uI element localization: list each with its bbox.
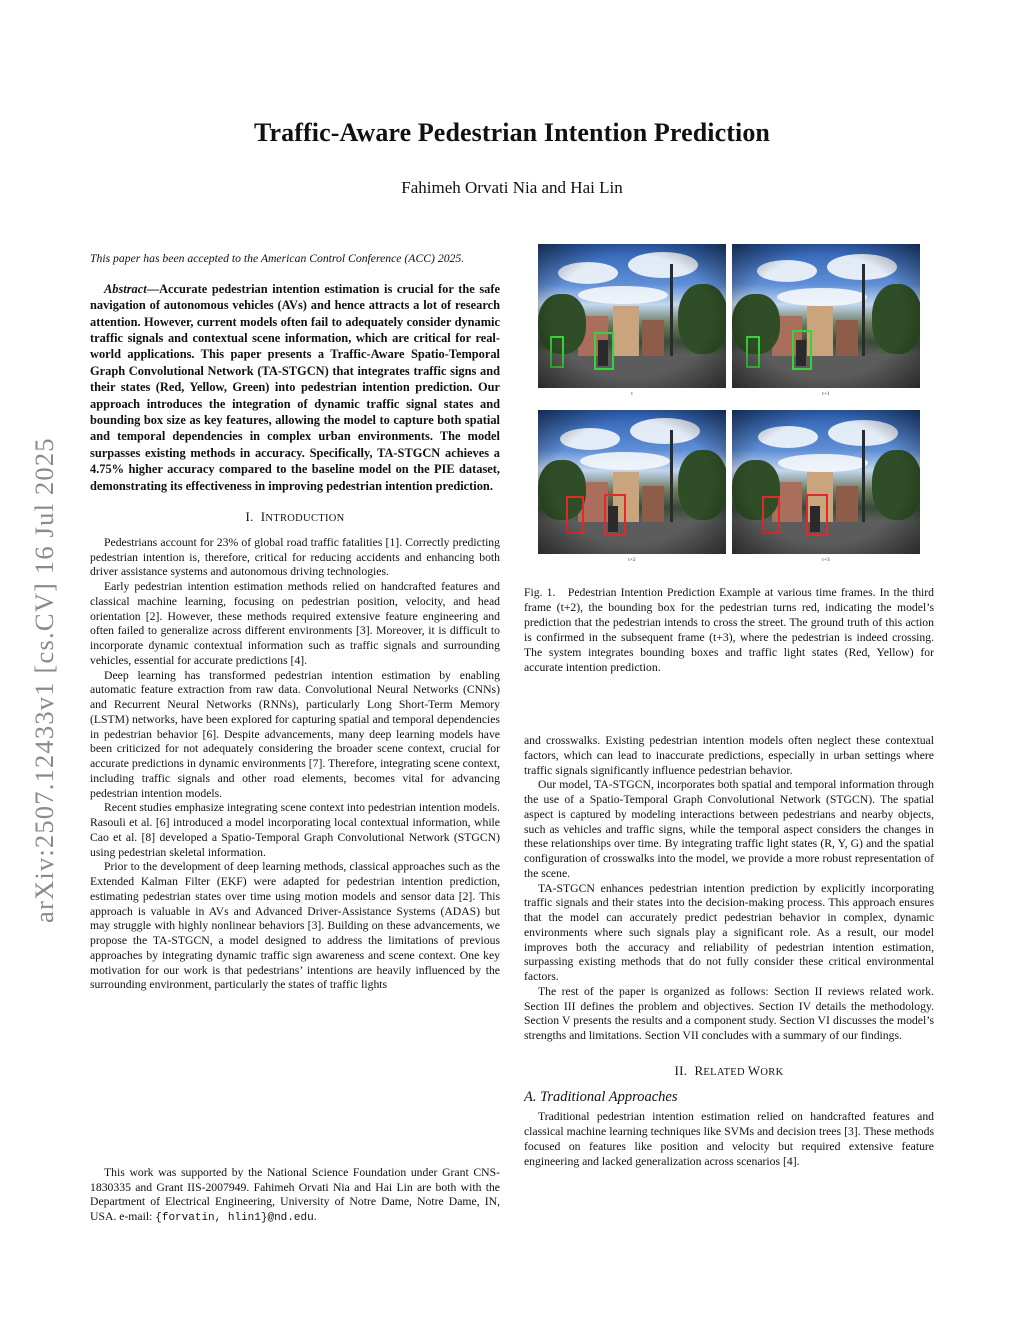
abstract-label: Abstract [104, 281, 147, 296]
figure-1 [538, 244, 920, 570]
section-heading-related-work: II. RELATED WORK [674, 1062, 784, 1078]
figure-caption [524, 585, 934, 676]
intro-paragraph: Deep learning has transformed pedestrian intention estimation by enabling automatic feature extraction from raw data. Convolutional Neural Networks (CNNs) and Recurrent Neural Networks (RNNs), particularly Long Short-Term Memory (LSTM) networks, have been explored for capturing spatial and temporal dependencies in pedestrian behavior [6]. Despite advancements, many deep learning models have been criticized for not adequately considering the broader scene context, crucial for accurate predictions in dynamic environments [7]. Therefore, integrating scene context, including traffic signals and other road elements, becomes vital for advancing pedestrian intention models. [90, 668, 500, 800]
paper-title: Traffic-Aware Pedestrian Intention Prediction [254, 118, 770, 147]
frame-image-t [538, 244, 726, 388]
section-heading-introduction: I. INTRODUCTION [245, 509, 345, 525]
footnote-email: {forvatin, hlin1}@nd.edu [155, 1211, 314, 1224]
figure-caption-text: Pedestrian Intention Prediction Example at various time frames. In the third frame (t+2), the bounding box for the pedestrian turns red, indicating the model’s prediction that the pedestrian intends to cross the street. The ground truth of this action is confirmed in the subsequent frame (t+3), where the pedestrian is indeed crossing. The system integrates bounding boxes and traffic light states (Red, Yellow) for accurate intention prediction. [524, 586, 935, 675]
body-paragraph: Traditional pedestrian intention estimation relied on handcrafted features and classical machine learning techniques like SVMs and decision trees [3]. These methods focused on features like position and velocity but required extensive feature engineering and lacked generalization across scenarios [4]. [524, 1110, 934, 1168]
intro-paragraph: Pedestrians account for 23% of global road traffic fatalities [1]. Correctly predicting pedestrian intention is, therefore, critical for reducing accidents and enhancing both driver assistance systems and autonomous driving technologies. [90, 535, 500, 579]
body-paragraph: TA-STGCN enhances pedestrian intention prediction by explicitly incorporating traffic signals and their states into the decision-making process. This approach ensures that the model can accurately predict pedestrian behavior in complex, dynamic environments where such signals play a significant role. As a result, our model improves both the accuracy and reliability of pedestrian intention estimation, surpassing existing methods that do not fully consider these critical environmental factors. [524, 881, 934, 983]
paper-authors: Fahimeh Orvati Nia and Hai Lin [401, 178, 623, 197]
abstract-text: Accurate pedestrian intention estimation is crucial for the safe navigation of autonomous vehicles (AVs) and hence attracts a lot of research attention. However, current models often fail to adequately consider dynamic traffic signals and contextual scene information, which are critical for real-world applications. This paper presents a Traffic-Aware Spatio-Temporal Graph Convolutional Network (TA-STGCN) that integrates traffic signs and their states (Red, Yellow, Green) into pedestrian intention prediction. Our approach introduces the integration of dynamic traffic signal states and bounding box size as key features, allowing the model to capture both spatial and temporal dependencies in complex urban environments. The model surpasses existing methods in accuracy. Specifically, TA-STGCN achieves a 4.75% higher accuracy compared to the baseline model on the PIE dataset, demonstrating its effectiveness in improving pedestrian intention prediction. [90, 281, 500, 493]
intro-paragraph: Prior to the development of deep learning methods, classical approaches such as the Extended Kalman Filter (EKF) were adapted for pedestrian intention prediction, estimating pedestrian states over time using motion models and sensor data [2]. This approach is valuable in AVs and Advanced Driver-Assistance Systems (ADAS) but may struggle with highly nonlinear behaviors [3]. Building on these advancements, we propose the TA-STGCN, a model designed to address the limitations of previous approaches by integrating dynamic traffic sign awareness and scene context. One key motivation for our work is that pedestrians’ intentions are heavily influenced by the surrounding environment, particularly the states of traffic lights [90, 860, 500, 992]
frame-image-t-plus-1 [732, 244, 920, 388]
intro-paragraph: Early pedestrian intention estimation methods relied on handcrafted features and classical machine learning, focusing on pedestrian position, velocity, and head orientation [2]. However, these methods required extensive feature engineering and often failed to generalize across different environments [3]. Moreover, it is difficult to incorporate dynamic contextual information such as traffic signals and surrounding vehicles, essential for accurate predictions [4]. [90, 580, 500, 667]
frame-label: t+3 [822, 557, 830, 563]
left-column [90, 252, 500, 993]
subsection-heading-traditional-approaches: A. Traditional Approaches [524, 1088, 678, 1105]
frame-label: t+2 [628, 557, 636, 563]
right-column [524, 734, 934, 1169]
intro-paragraph: Recent studies emphasize integrating scene context into pedestrian intention models. Rasouli et al. [6] introduced a model incorporating local contextual information, while Cao et al. [8] developed a Spatio-Temporal Graph Convolutional Network (STGCN) using pedestrian skeletal information. [90, 801, 500, 859]
frame-label: t [631, 391, 633, 397]
footnote: This work was supported by the National Science Foundation under Grant CNS-1830335 and Grant IIS-2007949. Fahimeh Orvati Nia and Hai Lin are both with the Department of Electrical Engineering, University of Notre Dame, Notre Dame, IN, USA. e-mail: {forvatin, hlin1}@nd.edu. [90, 1166, 500, 1224]
body-paragraph: The rest of the paper is organized as follows: Section II reviews related work. Section III defines the problem and objectives. Section IV details the methodology. Section V presents the results and a component study. Section VI discusses the model’s strengths and limitations. Section VII concludes with a summary of our findings. [524, 984, 934, 1042]
figure-caption-label: Fig. 1. [524, 586, 556, 599]
body-paragraph: Our model, TA-STGCN, incorporates both spatial and temporal information through the use of a Spatio-Temporal Graph Convolutional Network (STGCN). The spatial aspect is captured by modeling interactions between pedestrians and nearby objects, such as vehicles and traffic signs, while the temporal aspect considers the changes in these relationships over time. By integrating traffic light states (R, Y, G) and the spatial configuration of crosswalks into the model, we provide a more robust representation of the scene. [524, 778, 934, 880]
body-paragraph: and crosswalks. Existing pedestrian intention models often neglect these contextual factors, which can lead to inaccurate predictions, especially in urban settings where traffic signals significantly influence pedestrian behavior. [524, 734, 934, 777]
frame-label: t+1 [822, 391, 830, 397]
frame-image-t-plus-3 [732, 410, 920, 554]
acceptance-note: This paper has been accepted to the American Control Conference (ACC) 2025. [90, 252, 465, 265]
arxiv-identifier: arXiv:2507.12433v1 [cs.CV] 16 Jul 2025 [29, 437, 59, 923]
abstract [90, 281, 500, 494]
abstract-dash: — [146, 281, 160, 296]
frame-image-t-plus-2 [538, 410, 726, 554]
